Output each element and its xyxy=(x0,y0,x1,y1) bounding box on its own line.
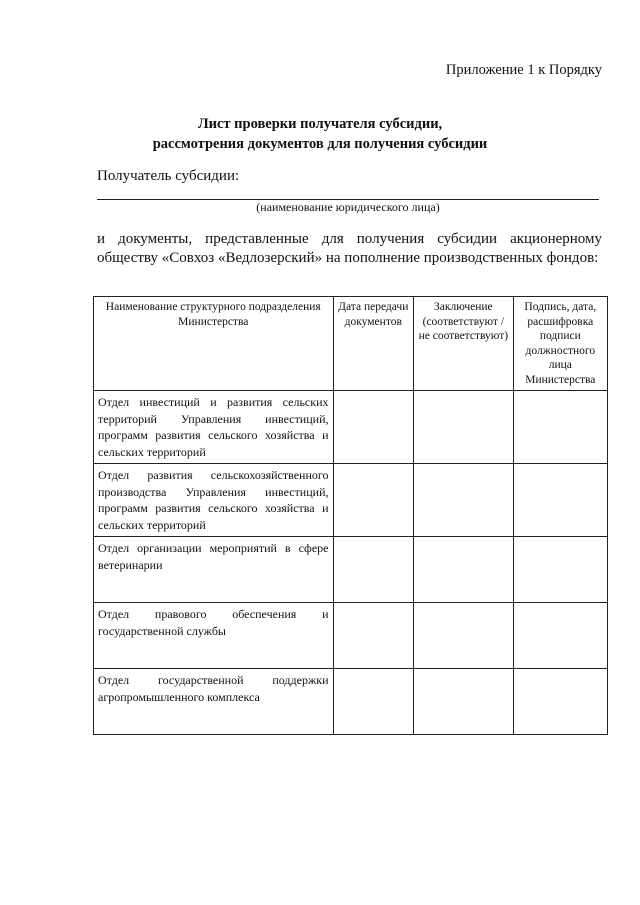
signature-cell xyxy=(513,537,607,603)
recipient-caption: (наименование юридического лица) xyxy=(256,200,440,214)
conclusion-cell xyxy=(414,391,514,464)
review-table xyxy=(93,296,608,735)
conclusion-cell xyxy=(414,537,514,603)
conclusion-cell xyxy=(414,669,514,735)
table-row xyxy=(94,537,608,603)
date-cell xyxy=(333,537,414,603)
department-name: Отдел правового обеспечения и государственной службы xyxy=(94,603,334,669)
table-row xyxy=(94,603,608,669)
date-cell xyxy=(333,391,414,464)
department-name: Отдел развития сельскохозяйственного производства Управления инвестиций, программ развития сельского хозяйства и сельских территорий xyxy=(94,464,334,537)
department-name: Отдел организации мероприятий в сфере ветеринарии xyxy=(94,537,334,603)
document-title xyxy=(0,114,640,154)
signature-cell xyxy=(513,669,607,735)
header-transfer-date: Дата передачи документов xyxy=(333,297,414,391)
table-row xyxy=(94,391,608,464)
date-cell xyxy=(333,669,414,735)
header-signature: Подпись, дата, расшифровка подписи должностного лица Министерства xyxy=(513,297,607,391)
signature-cell xyxy=(513,464,607,537)
header-conclusion: Заключение (соответствуют / не соответствуют) xyxy=(414,297,514,391)
title-line-2: рассмотрения документов для получения субсидии xyxy=(152,136,488,152)
table-header-row xyxy=(94,297,608,391)
title-line-1: Лист проверки получателя субсидии, xyxy=(197,116,443,132)
department-name: Отдел государственной поддержки агропромышленного комплекса xyxy=(94,669,334,735)
signature-cell xyxy=(513,391,607,464)
department-name: Отдел инвестиций и развития сельских территорий Управления инвестиций, программ развития сельского хозяйства и сельских территорий xyxy=(94,391,334,464)
conclusion-cell xyxy=(414,464,514,537)
date-cell xyxy=(333,464,414,537)
recipient-label: Получатель субсидии: xyxy=(97,168,240,184)
table-row xyxy=(94,669,608,735)
conclusion-cell xyxy=(414,603,514,669)
appendix-reference: Приложение 1 к Порядку xyxy=(445,62,602,78)
header-department: Наименование структурного подразделения Министерства xyxy=(94,297,334,391)
signature-cell xyxy=(513,603,607,669)
date-cell xyxy=(333,603,414,669)
table-row xyxy=(94,464,608,537)
intro-paragraph: и документы, представленные для получения субсидии акционерному обществу «Совхоз «Ведлозерский» на пополнение производственных фондов: xyxy=(97,231,602,266)
